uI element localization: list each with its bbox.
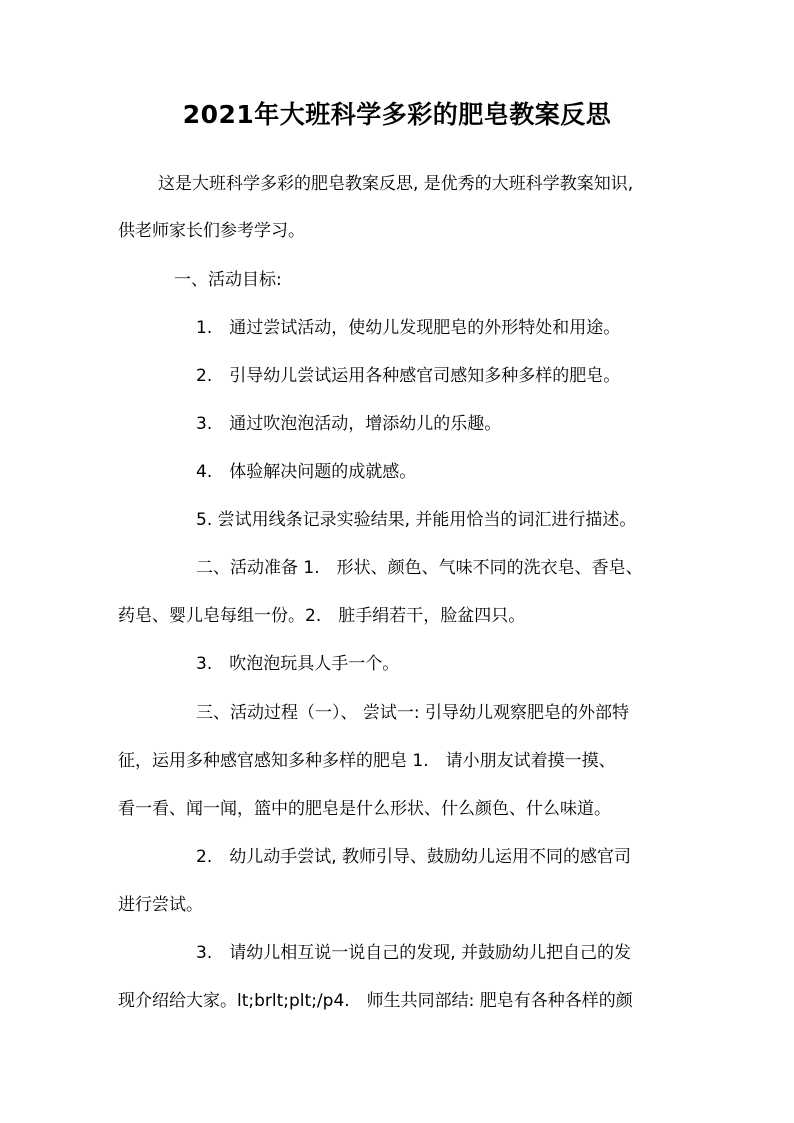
section-process-line-4: 2. 幼儿动手尝试, 教师引导、鼓励幼儿运用不同的感官司	[196, 847, 632, 867]
goal-item-3: 3. 通过吹泡泡活动，增添幼儿的乐趣。	[196, 414, 502, 434]
goal-item-1: 1. 通过尝试活动，使幼儿发现肥皂的外形特处和用途。	[196, 318, 621, 338]
section-process-line-2: 征，运用多种感官感知多种多样的肥皂 1. 请小朋友试着摸一摸、	[118, 751, 616, 771]
paragraph-intro-line-1: 这是大班科学多彩的肥皂教案反思, 是优秀的大班科学教案知识,	[158, 174, 634, 194]
page-title: 2021年大班科学多彩的肥皂教案反思	[182, 100, 612, 129]
section-process-line-7: 现介绍给大家。lt;brlt;plt;/p4. 师生共同部结: 肥皂有各种各样的颜	[118, 991, 633, 1011]
goal-item-5: 5. 尝试用线条记录实验结果, 并能用恰当的词汇进行描述。	[196, 510, 637, 530]
section-process-line-3: 看一看、闻一闻，篮中的肥皂是什么形状、什么颜色、什么味道。	[118, 799, 611, 819]
section-process-line-1: 三、活动过程（一）、 尝试一: 引导幼儿观察肥皂的外部特	[196, 703, 630, 723]
paragraph-intro-line-2: 供老师家长们参考学习。	[118, 221, 305, 241]
section-heading-goals: 一、活动目标:	[174, 270, 282, 290]
section-prep-line-3: 3. 吹泡泡玩具人手一个。	[196, 654, 400, 674]
section-process-line-6: 3. 请幼儿相互说一说自己的发现, 并鼓励幼儿把自己的发	[196, 943, 632, 963]
goal-item-2: 2. 引导幼儿尝试运用各种感官司感知多种多样的肥皂。	[196, 366, 621, 386]
section-prep-line-1: 二、活动准备 1. 形状、颜色、气味不同的洗衣皂、香皂、	[196, 558, 643, 578]
goal-item-4: 4. 体验解决问题的成就感。	[196, 462, 417, 482]
section-prep-line-2: 药皂、婴儿皂每组一份。2. 脏手绢若干，脸盆四只。	[118, 606, 526, 626]
section-process-line-5: 进行尝试。	[118, 895, 203, 915]
